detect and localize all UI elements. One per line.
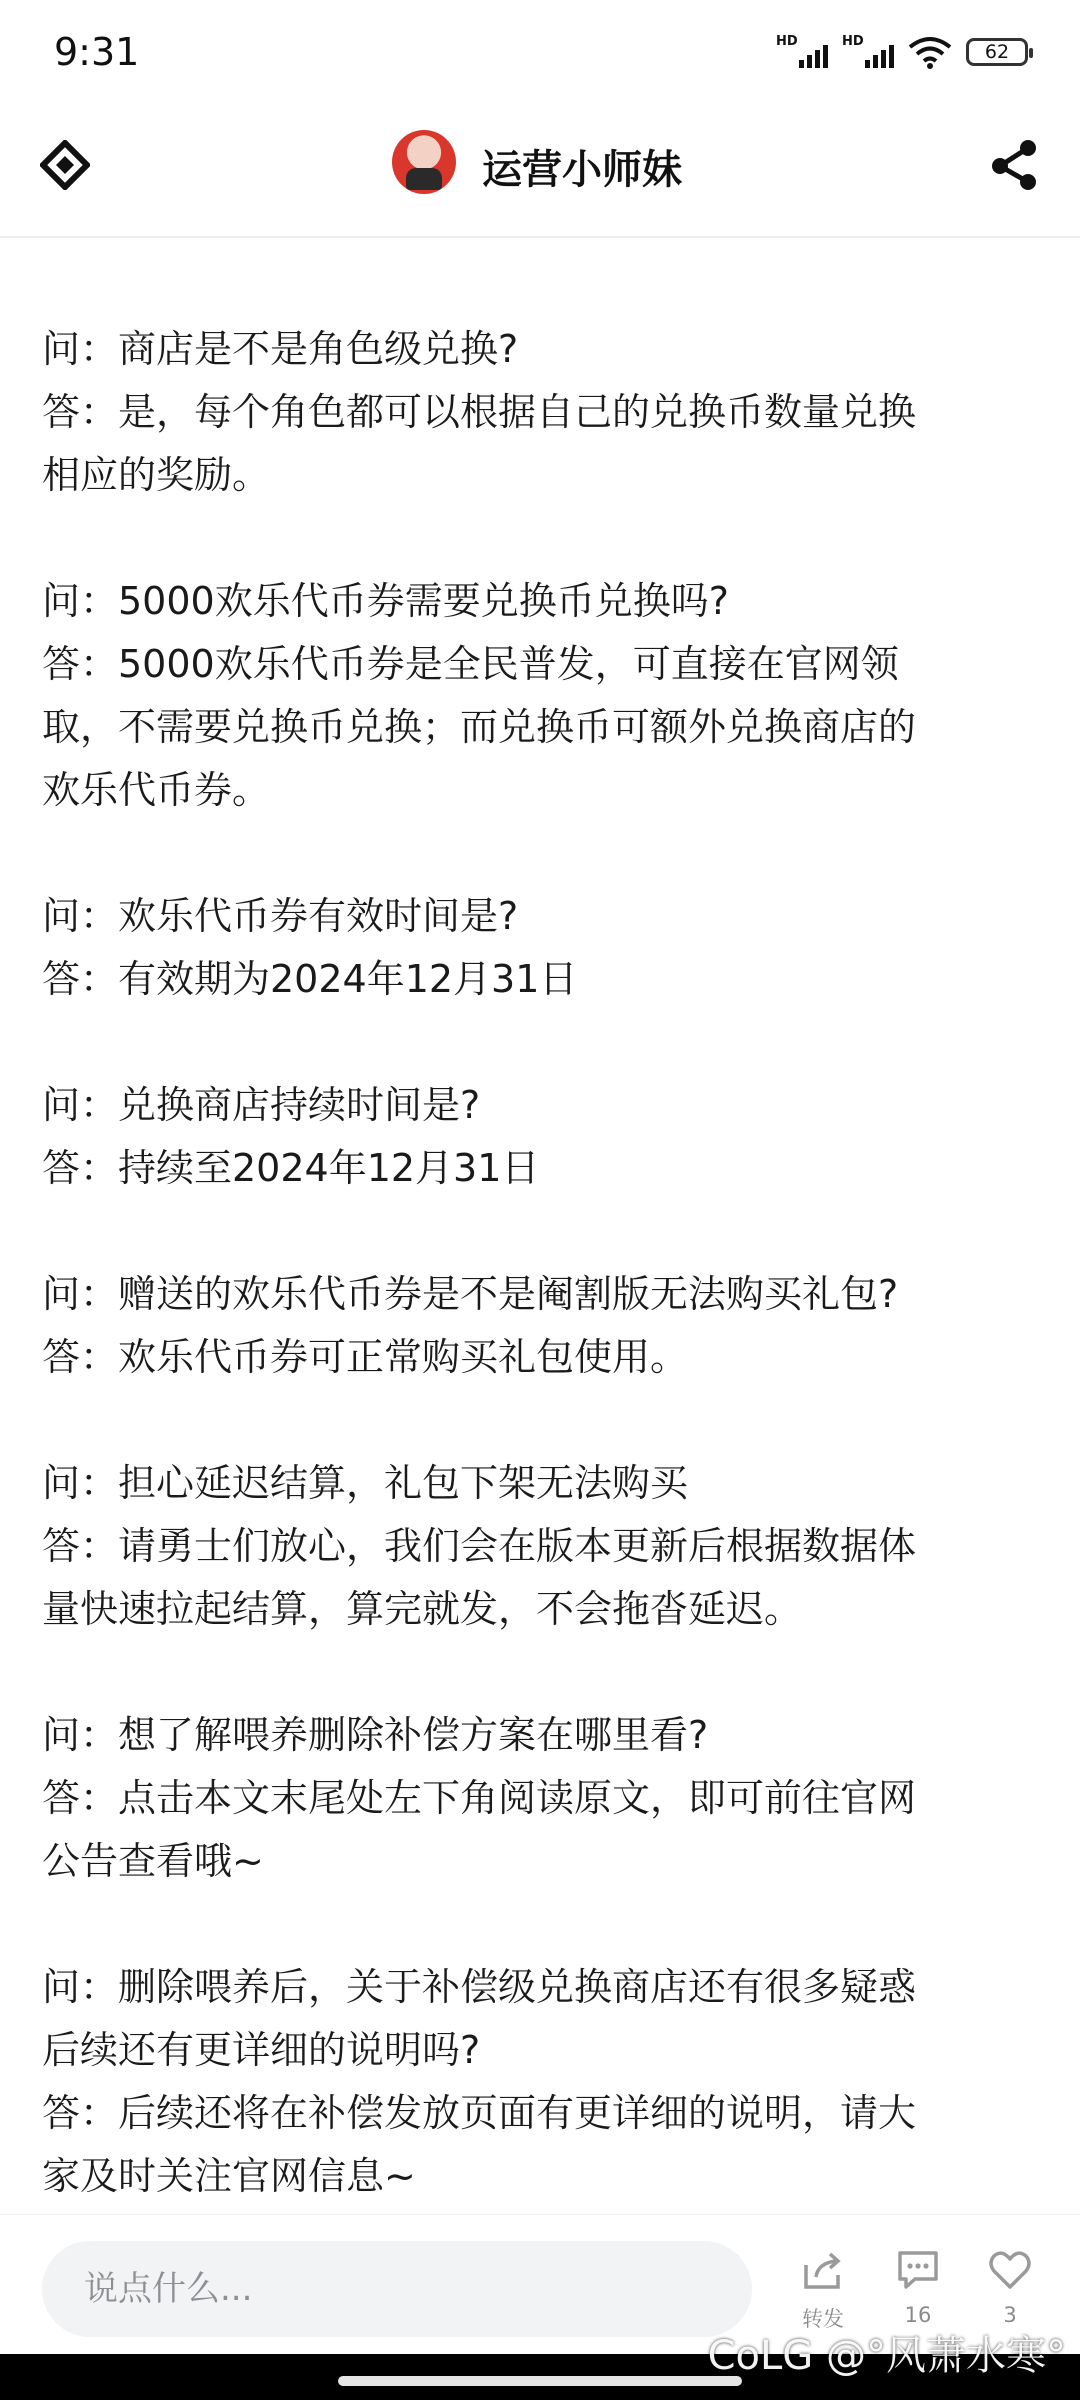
comment-icon — [895, 2247, 941, 2293]
qa-item — [42, 1452, 1042, 1641]
question-text: 问：赠送的欢乐代币券是不是阉割版无法购买礼包? — [42, 1272, 899, 1316]
qa-item — [42, 318, 1042, 507]
qa-item — [42, 1263, 1042, 1389]
like-button[interactable] — [970, 2247, 1050, 2327]
home-indicator[interactable] — [338, 2376, 742, 2386]
answer-text: 答：有效期为2024年12月31日 — [42, 957, 578, 1001]
page-title: 运营小师妹 — [482, 147, 682, 193]
answer-text: 答：欢乐代币券可正常购买礼包使用。 — [42, 1335, 689, 1379]
forward-button[interactable] — [783, 2247, 863, 2333]
signal-hd-label: HD — [842, 34, 864, 49]
answer-text: 答：是，每个角色都可以根据自己的兑换币数量兑换 — [42, 390, 917, 434]
answer-text: 欢乐代币券。 — [42, 768, 271, 812]
qa-item — [42, 1956, 1042, 2208]
share-icon[interactable] — [984, 136, 1042, 194]
question-text: 问：担心延迟结算，礼包下架无法购买 — [42, 1461, 689, 1505]
status-icons — [776, 34, 1028, 70]
answer-text: 答：5000欢乐代币券是全民普发，可直接在官网领 — [42, 642, 899, 686]
comment-button[interactable] — [878, 2247, 958, 2327]
question-text: 问：删除喂养后，关于补偿级兑换商店还有很多疑惑 — [42, 1965, 917, 2009]
answer-text: 答：请勇士们放心，我们会在版本更新后根据数据体 — [42, 1524, 917, 1568]
comment-input[interactable] — [42, 2241, 752, 2337]
heart-icon — [987, 2247, 1033, 2293]
answer-text: 答：持续至2024年12月31日 — [42, 1146, 540, 1190]
battery-level: 62 — [984, 41, 1010, 63]
signal-icon — [842, 34, 894, 70]
avatar[interactable] — [392, 130, 456, 194]
answer-text: 家及时关注官网信息~ — [42, 2154, 416, 2198]
answer-text: 答：点击本文末尾处左下角阅读原文，即可前往官网 — [42, 1776, 917, 1820]
qa-item — [42, 1704, 1042, 1893]
question-text: 问：欢乐代币券有效时间是? — [42, 894, 519, 938]
qa-item — [42, 1074, 1042, 1200]
question-text: 问：商店是不是角色级兑换? — [42, 327, 519, 371]
status-bar — [0, 0, 1080, 110]
question-text: 问：兑换商店持续时间是? — [42, 1083, 481, 1127]
forward-label: 转发 — [802, 2307, 844, 2331]
question-text: 问：想了解喂养删除补偿方案在哪里看? — [42, 1713, 709, 1757]
diamond-logo-icon[interactable] — [40, 140, 90, 190]
answer-text: 量快速拉起结算，算完就发，不会拖沓延迟。 — [42, 1587, 803, 1631]
watermark: CoLG @°风萧水寒° — [707, 2333, 1066, 2379]
like-count: 3 — [1003, 2303, 1017, 2327]
question-text: 后续还有更详细的说明吗? — [42, 2028, 481, 2072]
signal-hd-label: HD — [776, 34, 798, 49]
wifi-icon — [908, 35, 952, 69]
answer-text: 公告查看哦~ — [42, 1839, 264, 1883]
answer-text: 相应的奖励。 — [42, 453, 271, 497]
answer-text: 取，不需要兑换币兑换；而兑换币可额外兑换商店的 — [42, 705, 917, 749]
signal-icon — [776, 34, 828, 70]
question-text: 问：5000欢乐代币券需要兑换币兑换吗? — [42, 579, 729, 623]
article-content — [42, 318, 1042, 2271]
header — [0, 110, 1080, 238]
qa-item — [42, 570, 1042, 822]
answer-text: 答：后续还将在补偿发放页面有更详细的说明，请大 — [42, 2091, 917, 2135]
status-time: 9:31 — [54, 30, 140, 74]
qa-item — [42, 885, 1042, 1011]
battery-icon — [966, 38, 1028, 66]
forward-icon — [800, 2247, 846, 2293]
comment-count: 16 — [904, 2303, 932, 2327]
